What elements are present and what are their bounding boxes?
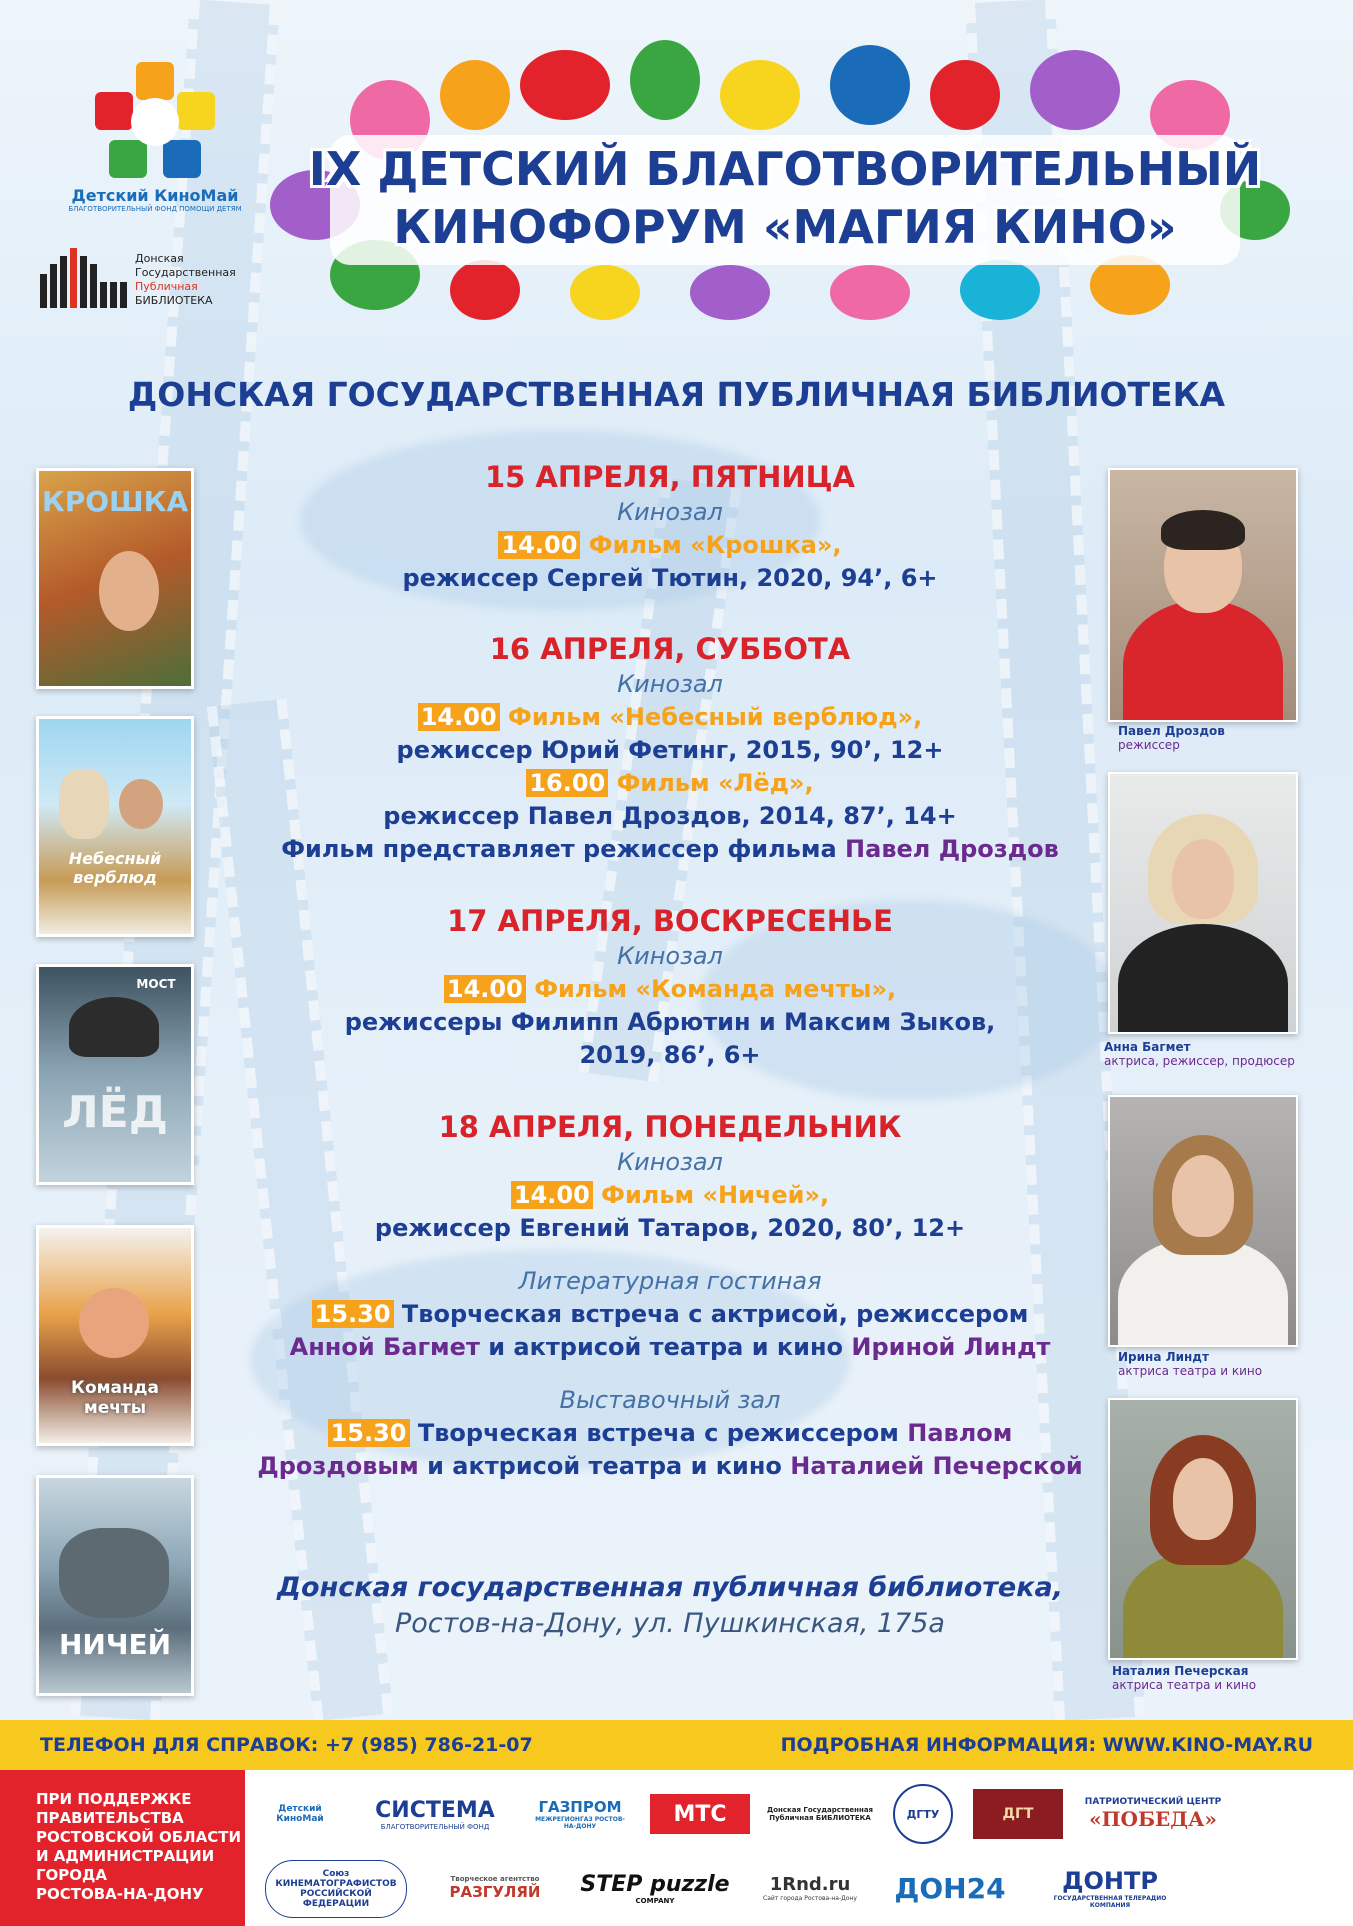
person-name: Ирина Линдт [1118,1350,1209,1364]
day-date: 15 АПРЕЛЯ, ПЯТНИЦА [484,460,856,494]
banner-title-line: КИНОФОРУМ «МАГИЯ КИНО» [393,200,1177,254]
person-role: режиссер [1118,738,1180,752]
person-role: актриса театра и кино [1112,1678,1257,1692]
sponsor-dontr-logo: ДОНТР ГОСУДАРСТВЕННАЯ ТЕЛЕРАДИО КОМПАНИЯ [1053,1867,1167,1909]
star-logo-icon [95,62,215,182]
film-info: режиссер Сергей Тютин, 2020, 94’, 6+ [402,564,938,592]
film-note: Фильм представляет режиссер фильма [281,835,837,863]
session-time: 14.00 [498,531,580,559]
day-hall: Выставочный зал [559,1386,781,1414]
kinomay-name: Детский КиноМай [71,186,239,205]
sponsor-dstu-logo: ДГТУ [893,1784,953,1844]
sponsor-kinomay-logo: Детский КиноМай [276,1804,324,1824]
day-hall: Кинозал [617,942,723,970]
film-title: Фильм «Небесный верблюд», [508,703,923,731]
sponsor-gazprom-logo: ГАЗПРОМ МЕЖРЕГИОНГАЗ РОСТОВ-НА-ДОНУ [535,1798,625,1830]
flower-icon [830,45,910,125]
event-text: Творческая встреча с режиссером [417,1419,899,1447]
caption-drozdov [1118,724,1225,752]
kinomay-subtitle: БЛАГОТВОРИТЕЛЬНЫЙ ФОНД ПОМОЩИ ДЕТЯМ [68,205,242,213]
event-guest: Анной Багмет [289,1333,480,1361]
film-title: Фильм «Лёд», [616,769,814,797]
library-logo-line: Донская [135,252,184,265]
support-line: И АДМИНИСТРАЦИИ [36,1847,215,1865]
support-line: ГОРОДА [36,1866,108,1884]
flower-icon [440,60,510,130]
venue-heading: ДОНСКАЯ ГОСУДАРСТВЕННАЯ ПУБЛИЧНАЯ БИБЛИОТЕКА [127,375,1226,414]
caption-pecherskaya [1112,1664,1256,1692]
film-info: режиссеры Филипп Абрютин и Максим Зыков, [344,1008,996,1036]
poster-title: Небесный верблюд [68,849,162,887]
sponsor-steppuzzle-logo: STEP puzzle COMPANY [580,1871,730,1905]
day-hall: Кинозал [617,670,723,698]
poster-title: ЛЁД [62,1087,168,1138]
flower-icon [520,50,610,120]
sponsor-sistema-logo: СИСТЕМА БЛАГОТВОРИТЕЛЬНЫЙ ФОНД [375,1797,495,1831]
banner-title [290,140,1280,256]
sponsor-don24-logo: ДОН24 [894,1871,1006,1905]
photo-drozdov [1108,468,1298,722]
person-name: Анна Багмет [1104,1040,1191,1054]
day-2 [240,630,1100,866]
kinomay-logo [60,62,250,213]
support-line: ПРИ ПОДДЕРЖКЕ [36,1790,192,1808]
website-info[interactable]: ПОДРОБНАЯ ИНФОРМАЦИЯ: WWW.KINO-MAY.RU [780,1734,1313,1756]
day-1 [240,458,1100,595]
library-logo-line: Государственная [135,266,236,279]
flower-icon [930,60,1000,130]
poster-title: Команда мечты [71,1378,159,1418]
caption-lindt [1118,1350,1262,1378]
venue-address [240,1570,1100,1642]
session-time: 14.00 [444,975,526,1003]
session-time: 14.00 [511,1181,593,1209]
sponsor-mts-logo: МТС [650,1794,750,1834]
poster-title: НИЧЕЙ [58,1628,172,1661]
person-name: Павел Дроздов [1118,724,1225,738]
day-date: 16 АПРЕЛЯ, СУББОТА [489,632,851,666]
flower-icon [1030,50,1120,130]
support-line: ПРАВИТЕЛЬСТВА [36,1809,184,1827]
event-text: Творческая встреча с актрисой, режиссером [401,1300,1029,1328]
event-text: и актрисой театра и кино [427,1452,782,1480]
flower-icon [720,60,800,130]
sponsor-union-logo: Союз КИНЕМАТОГРАФИСТОВ РОССИЙСКОЙ ФЕДЕРАЦИИ [265,1860,407,1918]
sponsor-1rnd-logo: 1Rnd.ru Сайт города Ростова-на-Дону [763,1874,857,1902]
person-name: Наталия Печерская [1112,1664,1249,1678]
day-date: 17 АПРЕЛЯ, ВОСКРЕСЕНЬЕ [447,904,893,938]
day-date: 18 АПРЕЛЯ, ПОНЕДЕЛЬНИК [438,1110,902,1144]
session-time: 15.30 [328,1419,410,1447]
film-title: Фильм «Команда мечты», [534,975,897,1003]
support-block [0,1770,245,1926]
photo-lindt [1108,1095,1298,1347]
film-note-name: Павел Дроздов [845,835,1059,863]
film-info: режиссер Юрий Фетинг, 2015, 90’, 12+ [396,736,944,764]
day-hall: Кинозал [617,1148,723,1176]
photo-bagmet [1108,772,1298,1034]
session-time: 14.00 [418,703,500,731]
phone-info[interactable]: ТЕЛЕФОН ДЛЯ СПРАВОК: +7 (985) 786-21-07 [40,1734,533,1756]
sponsor-pobeda-logo: ПАТРИОТИЧЕСКИЙ ЦЕНТР «ПОБЕДА» [1084,1797,1222,1831]
library-bars-icon [40,248,127,308]
library-logo-line: БИБЛИОТЕКА [135,294,213,307]
person-role: актриса, режиссер, продюсер [1104,1054,1295,1068]
flower-icon [570,265,640,320]
flower-icon [690,265,770,320]
event-guest: Наталией Печерской [790,1452,1083,1480]
event-guest: Павлом [907,1419,1013,1447]
event-text: и актрисой театра и кино [488,1333,844,1361]
day-4 [240,1108,1100,1483]
flower-icon [630,40,700,120]
library-logo-line: Публичная [135,280,198,293]
poster-nichei [36,1475,194,1696]
event-guest: Ириной Линдт [851,1333,1051,1361]
address-line: Ростов-на-Дону, ул. Пушкинская, 175а [395,1608,945,1639]
sponsor-logos [245,1770,1353,1926]
session-time: 15.30 [312,1300,394,1328]
poster-komanda [36,1225,194,1446]
contact-bar [0,1720,1353,1770]
day-3 [240,902,1100,1072]
film-info: 2019, 86’, 6+ [579,1041,761,1069]
banner-title-line: IX ДЕТСКИЙ БЛАГОТВОРИТЕЛЬНЫЙ [308,142,1262,196]
day-hall: Кинозал [617,498,723,526]
day-hall: Литературная гостиная [518,1267,822,1295]
photo-pecherskaya [1108,1398,1298,1660]
session-time: 16.00 [526,769,608,797]
poster-title: КРОШКА [41,485,189,518]
support-line: РОСТОВСКОЙ ОБЛАСТИ [36,1828,242,1846]
film-title: Фильм «Ничей», [601,1181,830,1209]
poster-kroshka [36,468,194,689]
library-logo [40,248,236,308]
flower-icon [450,260,520,320]
sponsor-razgulyai-logo: Творческое агентство РАЗГУЛЯЙ [449,1875,541,1901]
support-line: РОСТОВА-НА-ДОНУ [36,1885,204,1903]
person-role: актриса театра и кино [1118,1364,1263,1378]
poster-tag: МОСТ [136,977,176,991]
poster-led [36,964,194,1185]
event-guest: Дроздовым [257,1452,419,1480]
film-info: режиссер Павел Дроздов, 2014, 87’, 14+ [383,802,957,830]
title-banner [270,40,1300,330]
sponsor-library-logo: Донская Государственная Публичная БИБЛИОТЕКА [766,1806,874,1822]
sponsor-theatre-logo: ДГТ [973,1789,1063,1839]
film-info: режиссер Евгений Татаров, 2020, 80’, 12+ [374,1214,966,1242]
flower-icon [830,265,910,320]
address-line: Донская государственная публичная библиотека, [276,1572,1064,1603]
caption-bagmet [1104,1040,1295,1068]
poster-camel [36,716,194,937]
flower-icon [960,260,1040,320]
film-title: Фильм «Крошка», [588,531,842,559]
